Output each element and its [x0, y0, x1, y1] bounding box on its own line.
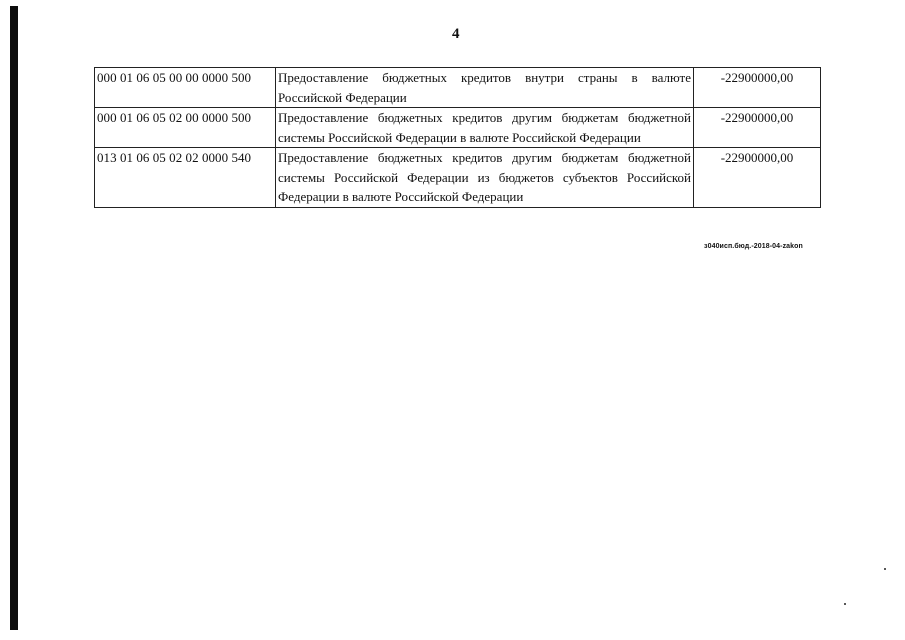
amount-cell: -22900000,00: [694, 148, 821, 208]
table-row: [95, 68, 821, 108]
description-cell: Предоставление бюджетных кредитов другим бюджетам бюджетной системы Российской Федерации из бюджетов субъектов Российской Федерации в валюте Российской Федерации: [276, 148, 694, 208]
budget-sources-table: [94, 67, 821, 208]
scan-speck: [844, 603, 846, 605]
scan-edge-bar: [10, 6, 18, 630]
document-reference: з040исп.бюд.-2018-04-zakon: [704, 243, 803, 250]
budget-code-cell: 000 01 06 05 02 00 0000 500: [95, 108, 276, 148]
scan-speck: [884, 568, 886, 570]
budget-code-cell: 013 01 06 05 02 02 0000 540: [95, 148, 276, 208]
page-number: 4: [452, 26, 460, 42]
table-row: [95, 148, 821, 208]
amount-cell: -22900000,00: [694, 68, 821, 108]
table-row: [95, 108, 821, 148]
amount-cell: -22900000,00: [694, 108, 821, 148]
budget-code-cell: 000 01 06 05 00 00 0000 500: [95, 68, 276, 108]
description-cell: Предоставление бюджетных кредитов другим бюджетам бюджетной системы Российской Федерации в валюте Российской Федерации: [276, 108, 694, 148]
description-cell: Предоставление бюджетных кредитов внутри страны в валюте Российской Федерации: [276, 68, 694, 108]
